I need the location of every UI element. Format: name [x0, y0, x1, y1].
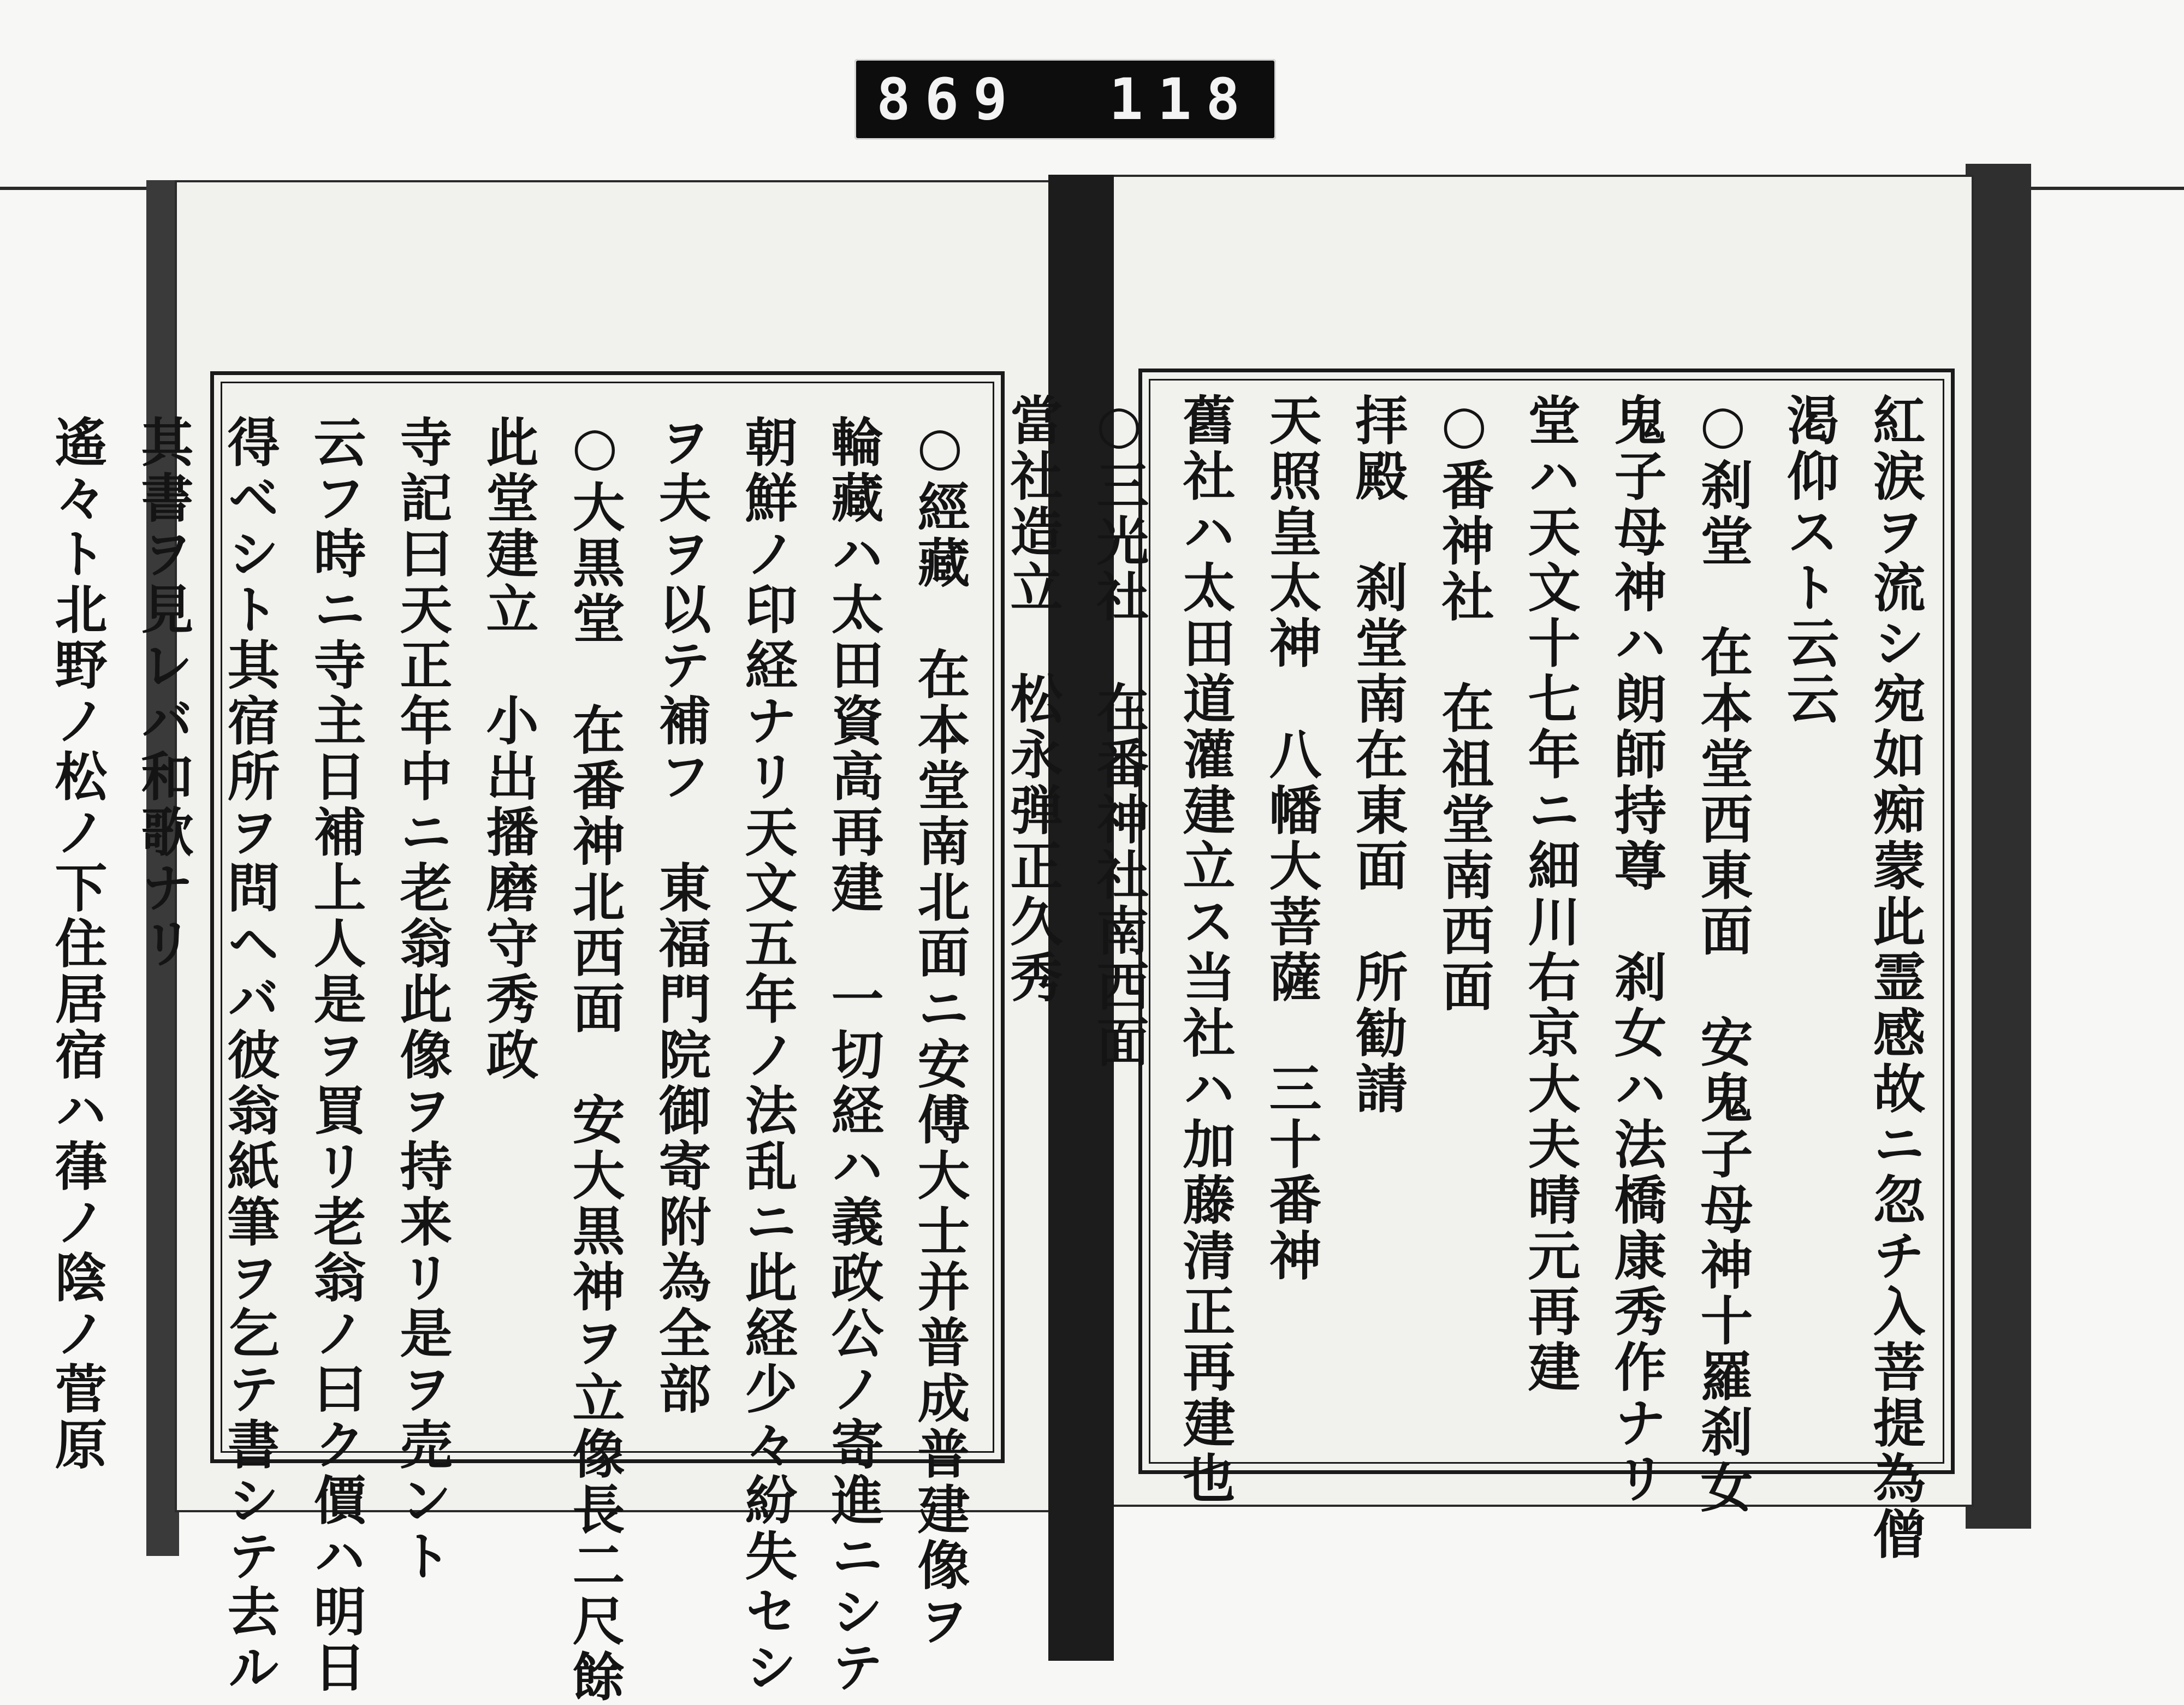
- text-line: 寺記曰天正年中ニ老翁此像ヲ持来リ是ヲ売ント: [391, 415, 453, 1584]
- text-line: 此堂建立 小出播磨守秀政: [478, 415, 539, 1083]
- text-line: 拝殿 刹堂南在東面 所勧請: [1347, 393, 1409, 1117]
- text-line: ○刹堂 在本堂西東面 安鬼子母神十羅刹女: [1692, 393, 1754, 1516]
- text-line: 得ベシト其宿所ヲ問ヘバ彼翁紙筆ヲ乞テ書シテ去ル: [219, 415, 281, 1696]
- text-line: ヲ夫ヲ以テ補フ 東福門院御寄附為全部: [650, 415, 712, 1417]
- text-line: 堂ハ天文十七年ニ細川右京大夫晴元再建: [1520, 393, 1581, 1395]
- text-line: 遙々ト北野ノ松ノ下住居宿ハ葎ノ陰ノ菅原: [46, 415, 108, 1473]
- text-line: 云フ時ニ寺主日補上人是ヲ買リ老翁ノ曰ク價ハ明日: [305, 415, 367, 1696]
- text-line: 鬼子母神ハ朗師持尊 刹女ハ法橋康秀作ナリ: [1606, 393, 1667, 1507]
- text-line: 渇仰スト云云: [1778, 393, 1840, 727]
- text-line: ○三光社 在番神社南西面: [1088, 393, 1150, 1071]
- text-line: 朝鮮ノ印経ナリ天文五年ノ法乱ニ此経少々紛失セシ: [737, 415, 798, 1696]
- text-line: 紅涙ヲ流シ宛如痴蒙此霊感故ニ忽チ入菩提為僧: [1865, 393, 1926, 1563]
- book-right-edge: [1966, 164, 2031, 1529]
- text-line: 當社造立 松永弾正久秀: [1002, 393, 1064, 1006]
- text-line: 輪藏ハ太田資高再建 一切経ハ義政公ノ寄進ニシテ: [823, 415, 885, 1696]
- text-line: 其書ヲ見レバ和歌ナリ: [133, 415, 194, 972]
- text-line: 舊社ハ太田道灌建立ス当社ハ加藤清正再建也: [1174, 393, 1236, 1507]
- right-page-text: [1002, 393, 1938, 1563]
- archive-label: [854, 59, 1276, 140]
- text-line: ○番神社 在祖堂南西面: [1433, 393, 1495, 1015]
- text-line: ○經藏 在本堂南北面ニ安傅大士并普成普建像ヲ: [909, 415, 971, 1649]
- left-page-text: [46, 415, 983, 1705]
- archive-label-left-number: 869: [876, 66, 1022, 133]
- text-line: ○大黒堂 在番神北西面 安大黒神ヲ立像長二尺餘: [564, 415, 626, 1705]
- archive-label-right-number: 118: [1109, 66, 1254, 133]
- text-line: 天照皇太神 八幡大菩薩 三十番神: [1261, 393, 1322, 1284]
